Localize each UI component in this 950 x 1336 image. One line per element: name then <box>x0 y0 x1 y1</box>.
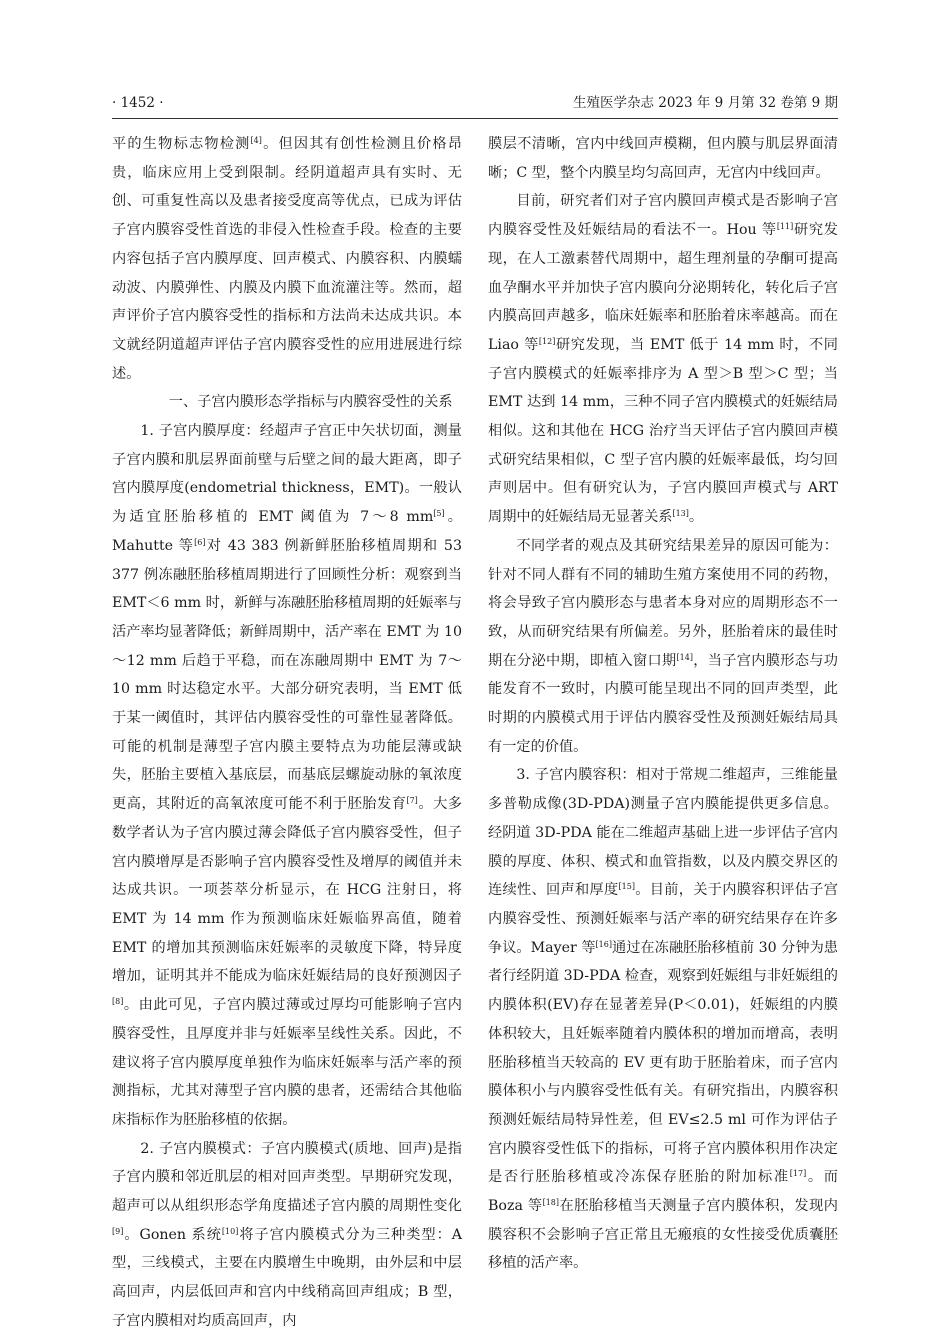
citation-ref[interactable]: [9] <box>112 1226 124 1236</box>
paragraph-discrepancy-reasons: 不同学者的观点及其研究结果差异的原因可能为：针对不同人群有不同的辅助生殖方案使用不同的药物，将会导致子宫内膜形态与患者本身对应的周期形态不一致，从而研究结果有所偏差。另外，胚胎着床的最佳时期在分泌中期，即植入窗口期[14]，当子宫内膜形态与功能发育不一致时，内膜可能呈现出不同的回声类型，此时期的内膜模式用于评估内膜容受性及预测妊娠结局具有一定的价值。 <box>488 537 838 755</box>
citation-ref[interactable]: [5] <box>433 509 445 519</box>
right-column <box>488 130 838 1278</box>
citation-ref[interactable]: [8] <box>112 997 124 1007</box>
paragraph-pattern-continued: 膜层不清晰，宫内中线回声模糊，但内膜与肌层界面清晰；C 型，整个内膜呈均匀高回声，无宫内中线回声。 <box>488 136 838 181</box>
paragraph-intro-continued: 平的生物标志物检测[4]。但因其有创性检测且价格昂贵，临床应用上受到限制。经阴道超声具有实时、无创、可重复性高以及患者接受度高等优点，已成为评估子宫内膜容受性首选的非侵入性检查手段。检查的主要内容包括子宫内膜厚度、回声模式、内膜容积、内膜蠕动波、内膜弹性、内膜及内膜下血流灌注等。然而，超声评价子宫内膜容受性的指标和方法尚未达成共识。本文就经阴道超声评估子宫内膜容受性的应用进展进行综述。 <box>112 136 462 382</box>
citation-ref[interactable]: [7] <box>406 796 418 806</box>
citation-ref[interactable]: [12] <box>538 336 556 346</box>
citation-ref[interactable]: [18] <box>542 1198 560 1208</box>
citation-ref[interactable]: [10] <box>221 1226 239 1236</box>
paragraph-endometrial-volume: 3. 子宫内膜容积：相对于常规二维超声，三维能量多普勒成像(3D-PDA)测量子宫内膜能提供更多信息。经阴道 3D-PDA 能在二维超声基础上进一步评估子宫内膜的厚度、体积、模式和血管指数，以及内膜交界区的连续性、回声和厚度[15]。目前，关于内膜容积评估子宫内膜容受性、预测妊娠率与活产率的研究结果存在许多争议。Mayer 等[16]通过在冻融胚胎移植前 30 分钟为患者行经阴道 3D-PDA 检查，观察到妊娠组与非妊娠组的内膜体积(EV)存在显著差异(P＜0.01)，妊娠组的内膜体积较大，且妊娠率随着内膜体积的增加而增高，表明胚胎移植当天较高的 EV 更有助于胚胎着床，而子宫内膜体积小与内膜容受性低有关。有研究指出，内膜容积预测妊娠结局特异性差，但 EV≤2.5 ml 可作为评估子宫内膜容受性低下的指标，可将子宫内膜体积用作决定是否行胚胎移植或冷冻保存胚胎的附加标准[17]。而 Boza 等[18]在胚胎移植当天测量子宫内膜体积，发现内膜容积不会影响子宫正常且无瘢痕的女性接受优质囊胚移植的活产率。 <box>488 767 838 1272</box>
section-heading: 一、子宫内膜形态学指标与内膜容受性的关系 <box>168 394 453 411</box>
citation-ref[interactable]: [4] <box>250 136 262 145</box>
citation-ref[interactable]: [11] <box>776 222 794 232</box>
citation-ref[interactable]: [16] <box>595 939 612 949</box>
citation-ref[interactable]: [15] <box>618 882 635 892</box>
paragraph-endometrial-pattern: 2. 子宫内膜模式：子宫内膜模式(质地、回声)是指子宫内膜和邻近肌层的相对回声类型。早期研究发现，超声可以从组织形态学角度描述子宫内膜的周期性变化[9]。Gonen 系统[10]将子宫内膜模式分为三种类型：A 型，三线模式，主要在内膜增生中晚期，由外层和中层高回声，内层低回声和宫内中线稍高回声组成；B 型，子宫内膜相对均质高回声，内 <box>112 1140 462 1329</box>
citation-ref[interactable]: [13] <box>672 509 689 519</box>
citation-ref[interactable]: [6] <box>194 537 206 547</box>
citation-ref[interactable]: [17] <box>789 1169 807 1179</box>
paragraph-endometrial-thickness: 1. 子宫内膜厚度：经超声子宫正中矢状切面，测量子宫内膜和肌层界面前壁与后壁之间的最大距离，即子宫内膜厚度(endometrial thickness，EMT)。一般认为适宜胚胎移植的 EMT 阈值为 7～8 mm[5]。Mahutte 等[6]对 43 383 例新鲜胚胎移植周期和 53 377 例冻融胚胎移植周期进行了回顾性分析：观察到当 EMT＜6 mm 时，新鲜与冻融胚胎移植周期的妊娠率与活产率均显著降低；新鲜周期中，活产率在 EMT 为 10～12 mm 后趋于平稳，而在冻融周期中 EMT 为 7～10 mm 时达稳定水平。大部分研究表明，当 EMT 低于某一阈值时，其评估内膜容受性的可靠性显著降低。可能的机制是薄型子宫内膜主要特点为功能层薄或缺失，胚胎主要植入基底层，而基底层螺旋动脉的氧浓度更高，其附近的高氧浓度可能不利于胚胎发育[7]。大多数学者认为子宫内膜过薄会降低子宫内膜容受性，但子宫内膜增厚是否影响子宫内膜容受性及增厚的阈值并未达成共识。一项荟萃分析显示，在 HCG 注射日，将 EMT 为 14 mm 作为预测临床妊娠临界高值，随着 EMT 的增加其预测临床妊娠率的灵敏度下降，特异度增加，证明其并不能成为临床妊娠结局的良好预测因子[8]。由此可见，子宫内膜过薄或过厚均可能影响子宫内膜容受性，且厚度并非与妊娠率呈线性关系。因此，不建议将子宫内膜厚度单独作为临床妊娠率与活产率的预测指标，尤其对薄型子宫内膜的患者，还需结合其他临床指标作为胚胎移植的依据。 <box>112 423 462 1128</box>
paragraph-echo-pattern-debate: 目前，研究者们对子宫内膜回声模式是否影响子宫内膜容受性及妊娠结局的看法不一。Hou 等[11]研究发现，在人工激素替代周期中，超生理剂量的孕酮可提高血孕酮水平并加快子宫内膜向分泌期转化，转化后子宫内膜高回声越多，临床妊娠率和胚胎着床率越高。而在 Liao 等[12]研究发现，当 EMT 低于 14 mm 时，不同子宫内膜模式的妊娠率排序为 A 型＞B 型＞C 型；当 EMT 达到 14 mm，三种不同子宫内膜模式的妊娠结局相似。这和其他在 HCG 治疗当天评估子宫内膜回声模式研究结果相似，C 型子宫内膜的妊娠率最低，均匀回声则居中。但有研究认为，子宫内膜回声模式与 ART 周期中的妊娠结局无显著关系[13]。 <box>488 193 838 526</box>
page-header <box>112 92 838 119</box>
journal-info: 生殖医学杂志 2023 年 9 月第 32 卷第 9 期 <box>572 95 838 111</box>
left-column <box>112 130 462 1336</box>
page-number: · 1452 · <box>112 95 164 111</box>
citation-ref[interactable]: [14] <box>676 652 693 662</box>
